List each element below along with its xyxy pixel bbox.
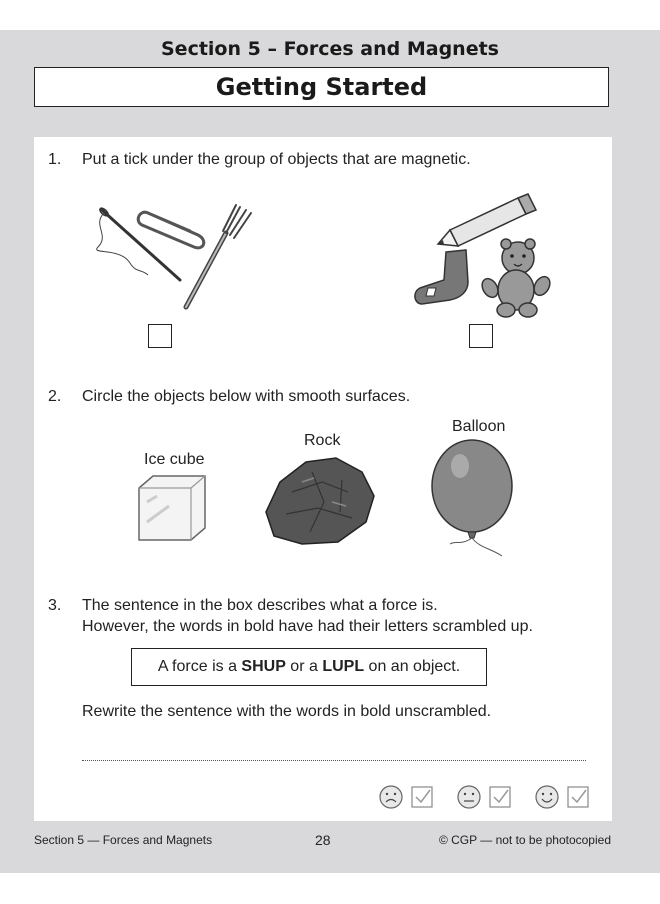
section-title: Section 5 – Forces and Magnets (161, 38, 499, 60)
scrambled-word-2: LUPL (322, 658, 365, 675)
scrambled-sentence-box (131, 648, 487, 686)
rock-label: Rock (304, 432, 341, 449)
page-number: 28 (315, 832, 331, 848)
sentence-part-1: A force is a (157, 658, 242, 675)
sentence-part-3: on an object. (364, 658, 461, 675)
sad-face-icon[interactable] (380, 786, 402, 808)
question-number: 1. (48, 151, 62, 168)
footer-section: Section 5 — Forces and Magnets (34, 833, 213, 847)
magnetic-objects-illustration (90, 185, 260, 315)
sentence-part-2: or a (285, 658, 323, 675)
scrambled-word-1: SHUP (241, 658, 286, 675)
tick-box-magnetic[interactable] (148, 324, 172, 348)
balloon-label: Balloon (452, 418, 506, 435)
check-box-icon[interactable] (490, 787, 510, 807)
question-text-line-2: However, the words in bold have had their letters scrambled up. (82, 618, 533, 635)
footer-copyright: © CGP — not to be photocopied (438, 833, 611, 847)
answer-line[interactable] (82, 760, 586, 761)
question-text: Circle the objects below with smooth surfaces. (82, 388, 411, 405)
ice-cube-icon[interactable] (133, 472, 209, 544)
paperclip-icon (138, 212, 204, 248)
pencil-icon (438, 194, 536, 246)
sock-icon (415, 250, 468, 304)
happy-face-icon[interactable] (536, 786, 558, 808)
ice-cube-label: Ice cube (144, 451, 205, 468)
question-text: Put a tick under the group of objects that are magnetic. (82, 151, 471, 168)
rewrite-instruction: Rewrite the sentence with the words in bold unscrambled. (82, 703, 492, 720)
rock-icon[interactable] (262, 452, 376, 546)
page-heading-box (34, 67, 609, 107)
teddy-bear-icon (479, 239, 553, 317)
question-text-line-1: The sentence in the box describes what a force is. (82, 597, 438, 614)
non-magnetic-objects-illustration (410, 192, 560, 322)
page-heading: Getting Started (215, 73, 428, 101)
balloon-icon[interactable] (430, 440, 516, 562)
check-box-icon[interactable] (568, 787, 588, 807)
self-assessment (378, 784, 590, 810)
question-number: 2. (48, 388, 62, 405)
fork-icon (186, 205, 251, 307)
neutral-face-icon[interactable] (458, 786, 480, 808)
tick-box-non-magnetic[interactable] (469, 324, 493, 348)
check-box-icon[interactable] (412, 787, 432, 807)
question-number: 3. (48, 597, 62, 614)
